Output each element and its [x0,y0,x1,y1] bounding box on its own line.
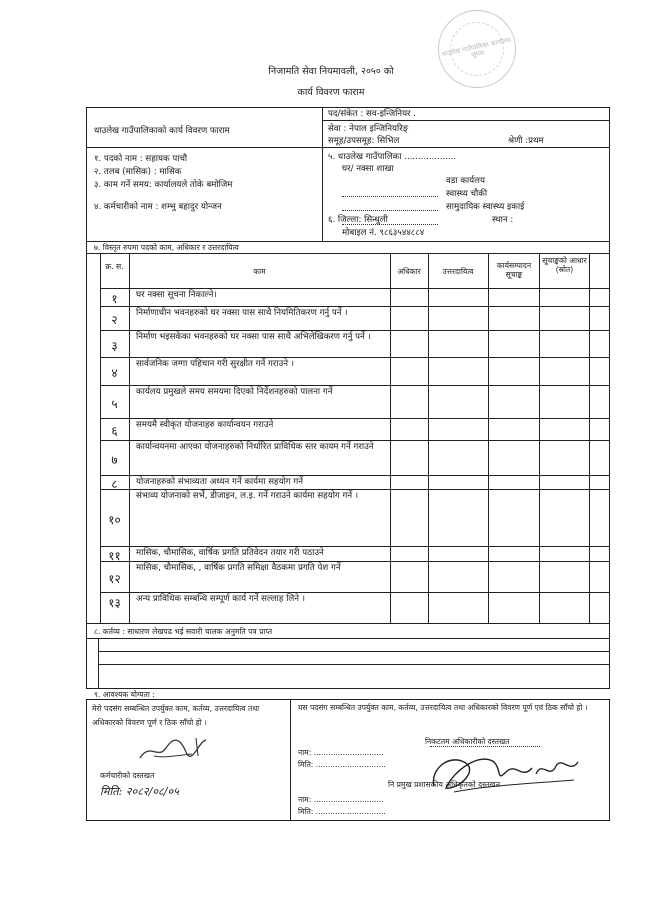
class-field: श्रेणी :प्रथम [508,136,544,146]
col-indicator: कार्यसम्पादन सूचाङ्क [496,261,532,280]
task-description: सार्वजनिक जग्गा पहिचान गरी सुरक्षीत गर्ने गराउने । [136,359,294,369]
section8-title: ८. कर्तव्य : साधारण लेखपढ भई सवारी चालक अनुमति पत्र प्राप्त [94,627,273,636]
task-number: १३ [108,596,121,610]
task-description: घर नक्सा सूचना निकाल्ने। [136,290,217,300]
chief-date: मिति: ............................. [298,807,386,816]
task-number: ६ [111,424,118,438]
table-row [100,475,610,489]
employee-sign-date: मिति: २०८२/०८/०५ [100,785,179,798]
table-row [100,592,610,610]
section7-title: ७. विस्तृत रुपमा पदको काम, अधिकार र उत्तरदायित्व [94,243,239,252]
post-name: १. पदको नाम : सहायक पाचौ [94,154,188,164]
table-row [100,385,610,418]
chief-name: नाम: ............................. [298,795,384,804]
task-description: योजनाहरुको संभाव्यता अध्यन गर्ने कार्यमा सहयोग गर्ने [136,477,303,487]
supervisor-date: मिति: ............................. [298,760,386,769]
employee-name: ४. कर्मचारीको नाम : शम्भु बहादुर योन्जन [94,202,222,212]
task-number: १ [111,292,118,306]
office-name: धाउलेख गाउँपालिकाको कार्य विवरण फाराम [94,126,230,136]
task-number: १० [108,512,121,527]
chief-signature-label: नि प्रमुख प्रशासकीय अधिकृतको दस्तखत [388,780,500,789]
task-description: कार्यलय प्रमुखले समय समयमा दिएको निर्देशनहरुको पालना गर्ने [136,387,333,397]
employee-signature-label: कर्मचारीको दस्तखत [100,771,155,780]
task-number: ५ [111,396,118,411]
task-description: मासिक, चौमासिक, वार्षिक प्रगति प्रतिवेदन तयार गरी पठाउने [136,548,324,558]
col-sn: क्र. स. [105,262,124,271]
office-seal-text: धाउलेख गाउँपालिका कार्यालय जुम्ला [440,35,512,60]
supervisor-signature-label: निकटतम अधिकारीको दस्तखत [425,737,510,746]
health-post: स्वास्थ्य चौकी [446,189,488,199]
district-field: ६. जिल्ला: सिन्धुली [328,215,388,225]
service-field: सेवा : नेपाल इन्जिनियरिङ् [328,124,409,134]
form-title: कार्य विवरण फाराम [297,87,365,98]
task-number: ८ [111,477,118,491]
task-number: ४ [111,366,118,380]
place-field: स्थान : [492,215,514,225]
task-number: ७ [111,452,118,467]
table-row [100,330,610,357]
task-description: कार्यान्वयनमा आएका योजनाहरुको निर्धारित प्राविधिक स्तर कायम गर्ने गराउने [136,442,374,452]
task-description: समयमै स्वीकृत योजनाहरु कार्यान्वयन गराउने [136,420,274,430]
task-number: ३ [111,338,118,353]
supervisor-declaration: यस पदसंग सम्बन्धित उपर्युक्त काम, कर्तव्य, उत्तरदायित्व तथा अधिकारको विवरण पूर्ण एवं ठिक साँचो हो । [298,703,588,712]
group-field: समूह/उपसमूह: सिभिल [328,136,400,146]
post-code: पद/संकेत : सव-इन्जिनियर . [328,109,417,119]
task-number: ११ [108,548,121,563]
form-rule-title: निजामति सेवा नियमावली, २०५० को [268,66,394,77]
salary-field: २. तलब (मासिक) : मासिक [94,167,182,177]
table-row [100,288,610,306]
table-row [100,489,610,546]
office-location: ५. धाउलेख गाउँपालिका ................... [328,152,457,162]
col-source: सूचाङ्कको आधार (स्रोत) [542,256,587,275]
ward-office: वडा कार्यलय [446,176,485,186]
table-row [100,418,610,440]
mobile-field: मोबाइल नं. ९८६३५४४८८४ [342,228,425,238]
table-row [100,440,610,475]
supervisor-name: नाम: ............................. [298,748,384,757]
task-description: मासिक, चौमासिक, , वार्षिक प्रगति समिक्षा वैठकमा प्रगति पेश गर्ने [136,563,341,573]
task-number: २ [111,313,118,327]
col-authority: अधिकार [397,267,421,276]
table-row [100,546,610,561]
section-name: घर/ नक्सा शाखा [342,164,394,174]
work-time-field: ३. काम गर्ने समय: कार्यालयले तोके बमोजिम [94,180,233,190]
task-description: निर्माण भइसकेका भवनहरुको घर नक्सा पास साथै अभिलेखिकरण गर्नु पर्ने । [136,332,371,342]
table-row [100,561,610,592]
employee-declaration: मेरो पदसंग सम्बन्धित उपर्युक्त काम, कर्तव्य, उत्तरदायित्व तथा अधिकारको विवरण पूर्ण र ठिक साँचो हो । [92,704,260,728]
section9-title: ९. आवश्यक योग्यता : [94,690,155,699]
col-work: काम [253,267,266,276]
task-description: निर्माणाधीन भवनहरुको घर नक्सा पास साथै नियमितिकरण गर्नु पर्ने । [136,308,348,318]
table-row [100,306,610,330]
table-row [100,357,610,385]
col-responsibility: उत्तरदायित्व [442,267,474,276]
employee-signature [136,734,212,764]
community-health-unit: सामुदायिक स्वास्थ्य इकाई [446,202,525,212]
task-description: अन्य प्राविधिक सम्बन्धि सम्पूर्ण कार्य गर्ने सल्लाह लिने । [136,594,306,604]
task-description: संभाव्य योजनाको सर्भे, डीजाइन, ल.इ. गर्ने गराउने कार्यमा सहयोग गर्ने । [136,491,359,501]
task-number: १२ [108,571,121,586]
